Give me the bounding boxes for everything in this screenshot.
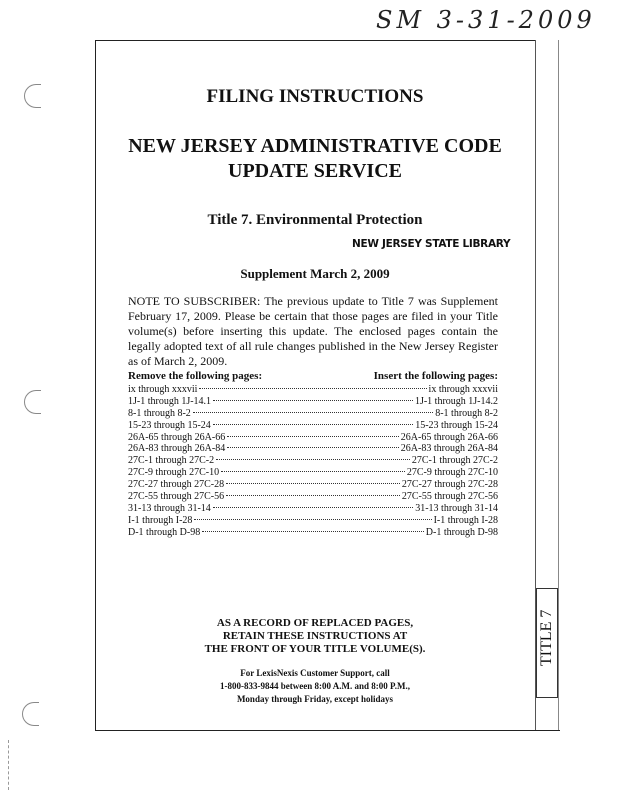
list-item [128,432,498,444]
heading-line-2: UPDATE SERVICE [228,160,402,182]
record-line-2: RETAIN THESE INSTRUCTIONS AT [222,630,408,642]
leader-dots [213,424,413,425]
list-item [128,443,498,455]
list-item [128,408,498,420]
remove-range: D-1 through D-98 [128,526,201,538]
list-item [128,455,498,467]
list-item [128,527,498,539]
support-line-3: Monday through Friday, except holidays [236,694,394,704]
remove-range: ix through xxxvii [128,383,198,395]
remove-range: 26A-83 through 26A-84 [128,443,226,455]
list-item [128,515,498,527]
support-line-1: For LexisNexis Customer Support, call [240,668,390,678]
remove-header: Remove the following pages: [128,370,263,382]
title-subtitle: Title 7. Environmental Protection [207,212,423,228]
leader-dots [213,507,413,508]
customer-support-notice [150,667,480,706]
page-frame-bottom [95,730,560,731]
insert-range: 27C-1 through 27C-2 [411,455,498,467]
support-line-2: 1-800-833-9844 between 8:00 A.M. and 8:00 P.M., [220,681,410,691]
list-item [128,467,498,479]
insert-range: 26A-83 through 26A-84 [400,443,498,455]
list-item [128,420,498,432]
supplement-date: Supplement March 2, 2009 [240,266,390,281]
binder-hole-icon [24,84,41,108]
leader-dots [227,436,399,437]
insert-range: I-1 through I-28 [433,514,498,526]
list-item [128,396,498,408]
page-frame-top [95,40,535,41]
scan-edge-mark [8,740,9,790]
leader-dots [213,400,413,401]
remove-range: 15-23 through 15-24 [128,419,211,431]
insert-range: D-1 through D-98 [425,526,498,538]
library-stamp: NEW JERSEY STATE LIBRARY [352,238,511,250]
leader-dots [216,459,410,460]
list-item [128,491,498,503]
insert-range: 27C-27 through 27C-28 [401,479,498,491]
list-item [128,384,498,396]
page-list-rows [128,384,498,539]
insert-range: ix through xxxvii [428,383,498,395]
remove-range: 26A-65 through 26A-66 [128,431,226,443]
insert-range: 27C-55 through 27C-56 [401,491,498,503]
insert-range: 26A-65 through 26A-66 [400,431,498,443]
leader-dots [199,388,426,389]
title-tab-label: TITLE 7 [538,609,555,666]
record-line-1: AS A RECORD OF REPLACED PAGES, [216,617,414,629]
insert-range: 15-23 through 15-24 [415,419,498,431]
remove-range: 27C-1 through 27C-2 [128,455,215,467]
leader-dots [227,447,399,448]
remove-range: 1J-1 through 1J-14.1 [128,395,212,407]
leader-dots [194,519,431,520]
page-frame-left [95,40,96,730]
remove-range: 27C-27 through 27C-28 [128,479,225,491]
remove-range: 31-13 through 31-14 [128,502,211,514]
list-item [128,479,498,491]
leader-dots [226,495,400,496]
insert-range: 31-13 through 31-14 [415,502,498,514]
binder-hole-icon [22,702,39,726]
subscriber-note: NOTE TO SUBSCRIBER: The previous update to Title 7 was Supplement February 17, 2009. Please be certain that those pages are filed in your Title volume(s) before inserting this update. The enclosed pages contain the legally adopted text of all rule changes published in the New Jersey Register as of March 2, 2009. [128,294,498,368]
heading-line-1: NEW JERSEY ADMINISTRATIVE CODE [128,135,502,157]
record-line-3: THE FRONT OF YOUR TITLE VOLUME(S). [204,643,426,655]
remove-range: I-1 through I-28 [128,514,193,526]
leader-dots [226,483,400,484]
remove-range: 8-1 through 8-2 [128,407,191,419]
insert-range: 27C-9 through 27C-10 [406,467,498,479]
handwritten-date-stamp: SM 3-31-2009 [376,6,596,34]
page-list-header [128,371,498,383]
insert-range: 8-1 through 8-2 [435,407,498,419]
remove-range: 27C-9 through 27C-10 [128,467,220,479]
leader-dots [202,531,424,532]
leader-dots [193,412,433,413]
leader-dots [221,471,405,472]
binder-hole-icon [24,390,41,414]
remove-range: 27C-55 through 27C-56 [128,491,225,503]
insert-header: Insert the following pages: [373,370,498,382]
record-notice [150,617,480,656]
page-replacement-list [128,371,498,539]
list-item [128,503,498,515]
tab-strip-edge [558,40,559,730]
page-title: FILING INSTRUCTIONS [206,86,424,107]
insert-range: 1J-1 through 1J-14.2 [414,395,498,407]
